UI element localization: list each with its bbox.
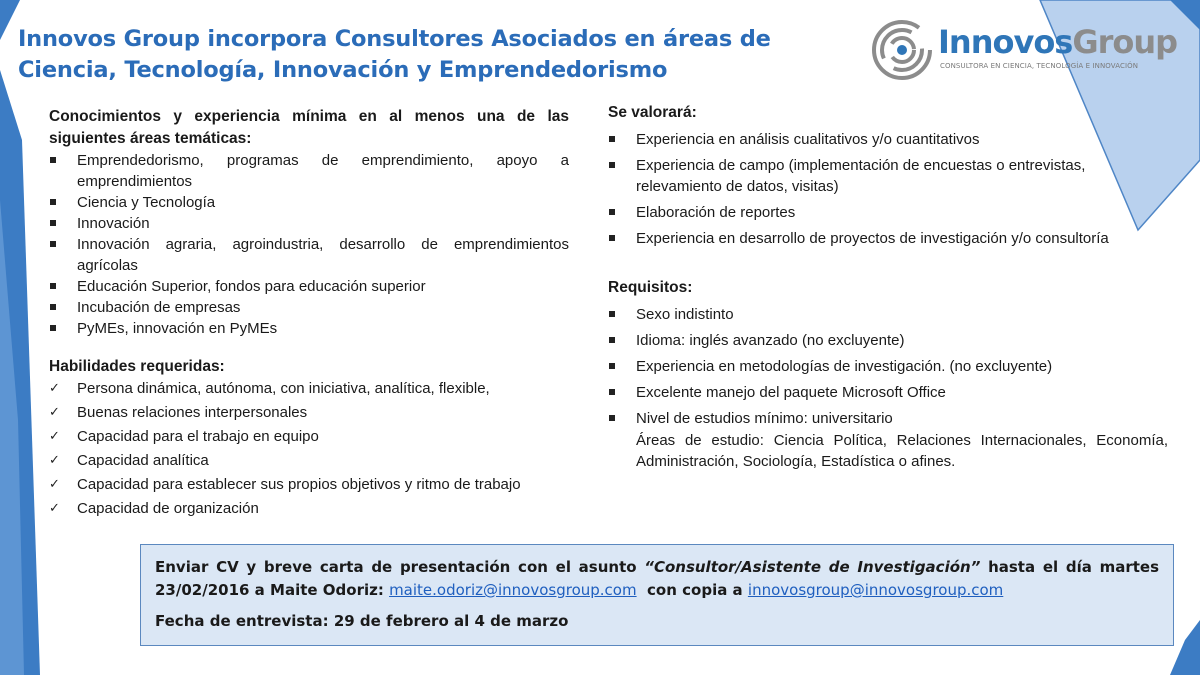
list-item: ✓ Persona dinámica, autónoma, con iniciativa, analítica, flexible, — [49, 378, 569, 399]
email-link-innovosgroup[interactable]: innovosgroup@innovosgroup.com — [747, 581, 1004, 599]
study-areas-note: Áreas de estudio: Ciencia Política, Relaciones Internacionales, Economía, Administración, Sociología, Estadística o afines. — [636, 432, 1168, 470]
list-item: Nivel de estudios mínimo: universitario — [608, 408, 1168, 429]
left-column — [49, 106, 569, 519]
right-column — [608, 102, 1168, 472]
page-title — [18, 24, 771, 86]
list-item: Experiencia en metodologías de investigación. (no excluyente) — [608, 356, 1168, 377]
application-instructions: Enviar CV y breve carta de presentación con el asunto “Consultor/Asistente de Investigación” hasta el día martes 23/02/2016 a Maite Odoriz: maite.odoriz@innovosgroup.com con copia a innovosgroup@innovosgroup.com — [155, 558, 1159, 599]
list-item: ✓ Capacidad para establecer sus propios objetivos y ritmo de trabajo — [49, 474, 569, 495]
title-line-1: Innovos Group incorpora Consultores Asociados en áreas de — [18, 26, 771, 52]
knowledge-heading: Conocimientos y experiencia mínima en al menos una de las siguientes áreas temáticas: — [49, 108, 569, 147]
list-item: Sexo indistinto — [608, 304, 1168, 325]
valued-list — [608, 129, 1168, 249]
skills-heading: Habilidades requeridas: — [49, 358, 225, 375]
list-item: ✓ Capacidad de organización — [49, 498, 569, 519]
left-top-stripe — [0, 0, 20, 40]
list-item: Idioma: inglés avanzado (no excluyente) — [608, 330, 1168, 351]
application-callout-box — [140, 544, 1174, 646]
list-item: Excelente manejo del paquete Microsoft Office — [608, 382, 1168, 403]
logo-tagline: CONSULTORA EN CIENCIA, TECNOLOGÍA E INNOVACIÓN — [940, 62, 1139, 70]
interview-date: Fecha de entrevista: 29 de febrero al 4 de marzo — [155, 612, 569, 630]
list-item: ✓ Buenas relaciones interpersonales — [49, 402, 569, 423]
list-item: Experiencia en desarrollo de proyectos de investigación y/o consultoría — [608, 228, 1168, 249]
maze-logo-icon — [870, 18, 934, 82]
list-item: Experiencia de campo (implementación de encuestas o entrevistas, relevamiento de datos, visitas) — [608, 155, 1168, 197]
knowledge-list — [49, 150, 569, 339]
email-subject: “Consultor/Asistente de Investigación” — [644, 558, 981, 576]
list-item: Incubación de empresas — [49, 297, 569, 318]
list-item: Innovación — [49, 213, 569, 234]
skills-list — [49, 378, 569, 519]
valued-heading: Se valorará: — [608, 104, 697, 121]
logo-wordmark: InnovosGroup — [938, 23, 1178, 61]
list-item: Educación Superior, fondos para educación superior — [49, 276, 569, 297]
bottom-right-triangle — [1170, 620, 1200, 675]
innovos-group-logo — [870, 18, 1178, 84]
list-item: Ciencia y Tecnología — [49, 192, 569, 213]
list-item: ✓ Capacidad analítica — [49, 450, 569, 471]
list-item: PyMEs, innovación en PyMEs — [49, 318, 569, 339]
list-item: ✓ Capacidad para el trabajo en equipo — [49, 426, 569, 447]
requirements-list — [608, 304, 1168, 429]
requirements-heading: Requisitos: — [608, 279, 693, 296]
title-line-2: Ciencia, Tecnología, Innovación y Emprendedorismo — [18, 57, 668, 83]
email-link-maite[interactable]: maite.odoriz@innovosgroup.com — [389, 581, 637, 599]
list-item: Emprendedorismo, programas de emprendimiento, apoyo a emprendimientos — [49, 150, 569, 192]
list-item: Experiencia en análisis cualitativos y/o cuantitativos — [608, 129, 1168, 150]
list-item: Innovación agraria, agroindustria, desarrollo de emprendimientos agrícolas — [49, 234, 569, 276]
list-item: Elaboración de reportes — [608, 202, 1168, 223]
